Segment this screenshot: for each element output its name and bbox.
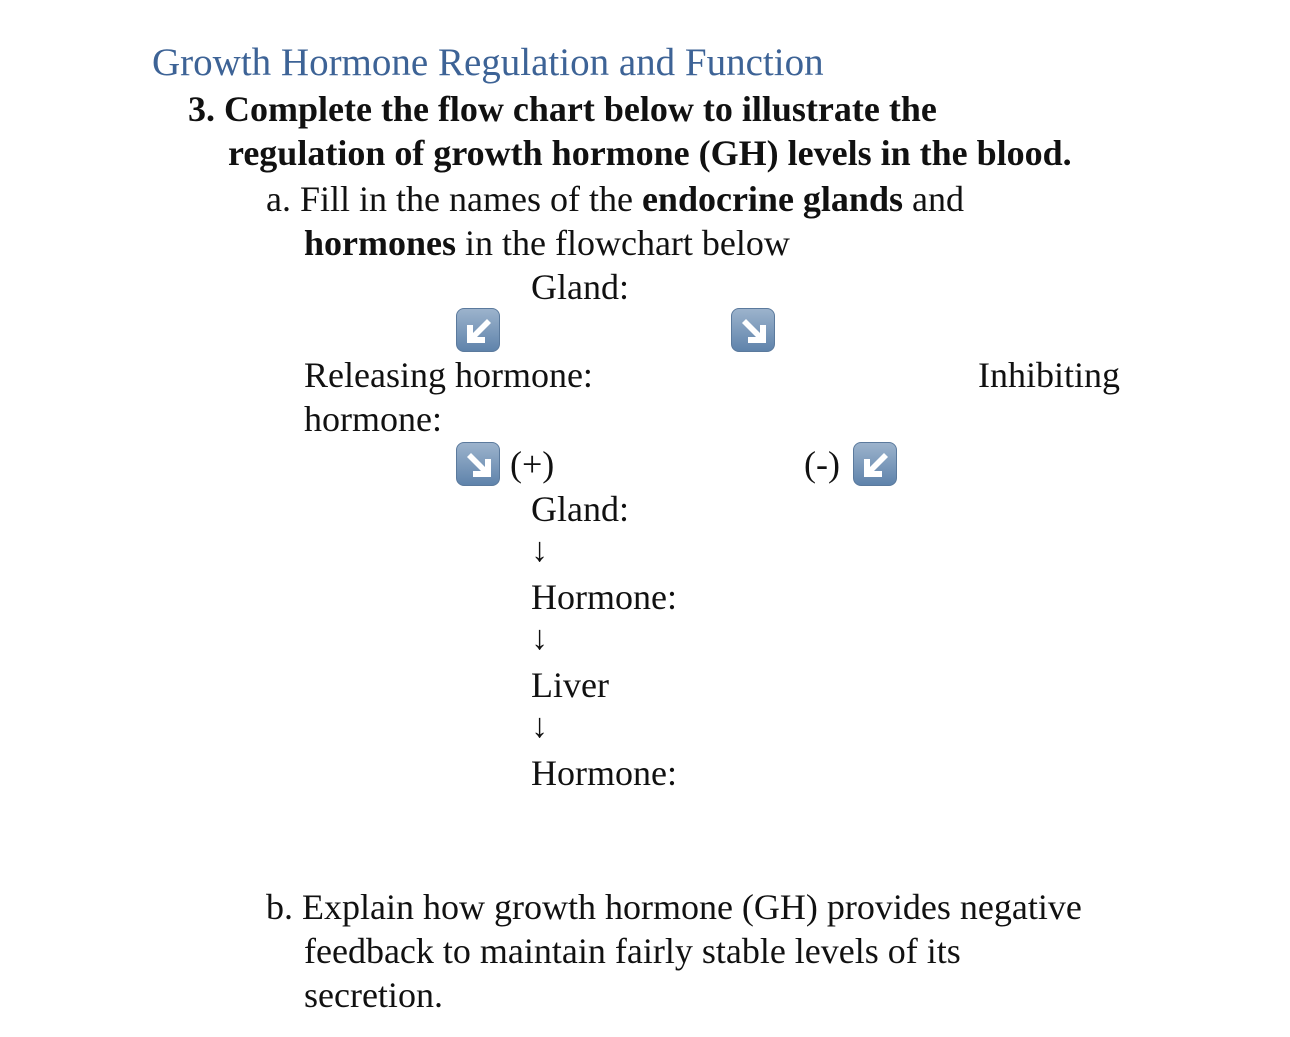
question-3-line-2: regulation of growth hormone (GH) levels in the blood.	[228, 133, 1072, 173]
down-arrow-1: ↓	[531, 532, 548, 569]
arrow-down-right-icon-2	[456, 442, 500, 486]
releasing-hormone-label: Releasing hormone:	[304, 355, 593, 395]
part-a-line-1	[266, 178, 964, 220]
flowchart-hormone-2: Hormone:	[531, 753, 677, 793]
minus-sign: (-)	[804, 444, 840, 484]
arrow-down-left-icon-2	[853, 442, 897, 486]
part-a-bold-hormones: hormones	[304, 223, 456, 263]
question-3-line-1: 3. Complete the flow chart below to illustrate the	[188, 89, 937, 129]
part-a-prefix: a. Fill in the names of the	[266, 179, 642, 219]
inhibiting-label: Inhibiting	[978, 355, 1120, 395]
flowchart-gland-mid: Gland:	[531, 489, 629, 529]
flowchart-hormone-1: Hormone:	[531, 577, 677, 617]
part-b-line-2: feedback to maintain fairly stable levels of its	[304, 931, 961, 971]
hormone-wrap-label: hormone:	[304, 399, 442, 439]
down-arrow-3: ↓	[531, 708, 548, 745]
flowchart-gland-top: Gland:	[531, 267, 629, 307]
part-a-mid: and	[902, 179, 964, 219]
part-b-line-3: secretion.	[304, 975, 443, 1015]
plus-sign: (+)	[510, 444, 555, 484]
part-b-line-1: b. Explain how growth hormone (GH) provides negative	[266, 887, 1082, 927]
part-a-bold-glands: endocrine glands	[641, 179, 903, 219]
arrow-down-right-icon	[731, 308, 775, 352]
arrow-down-left-icon	[456, 308, 500, 352]
flowchart-liver: Liver	[531, 665, 609, 705]
page-title: Growth Hormone Regulation and Function	[152, 41, 824, 84]
down-arrow-2: ↓	[531, 620, 548, 657]
part-a-line-2	[304, 222, 790, 264]
part-a-suffix: in the flowchart below	[456, 223, 790, 263]
